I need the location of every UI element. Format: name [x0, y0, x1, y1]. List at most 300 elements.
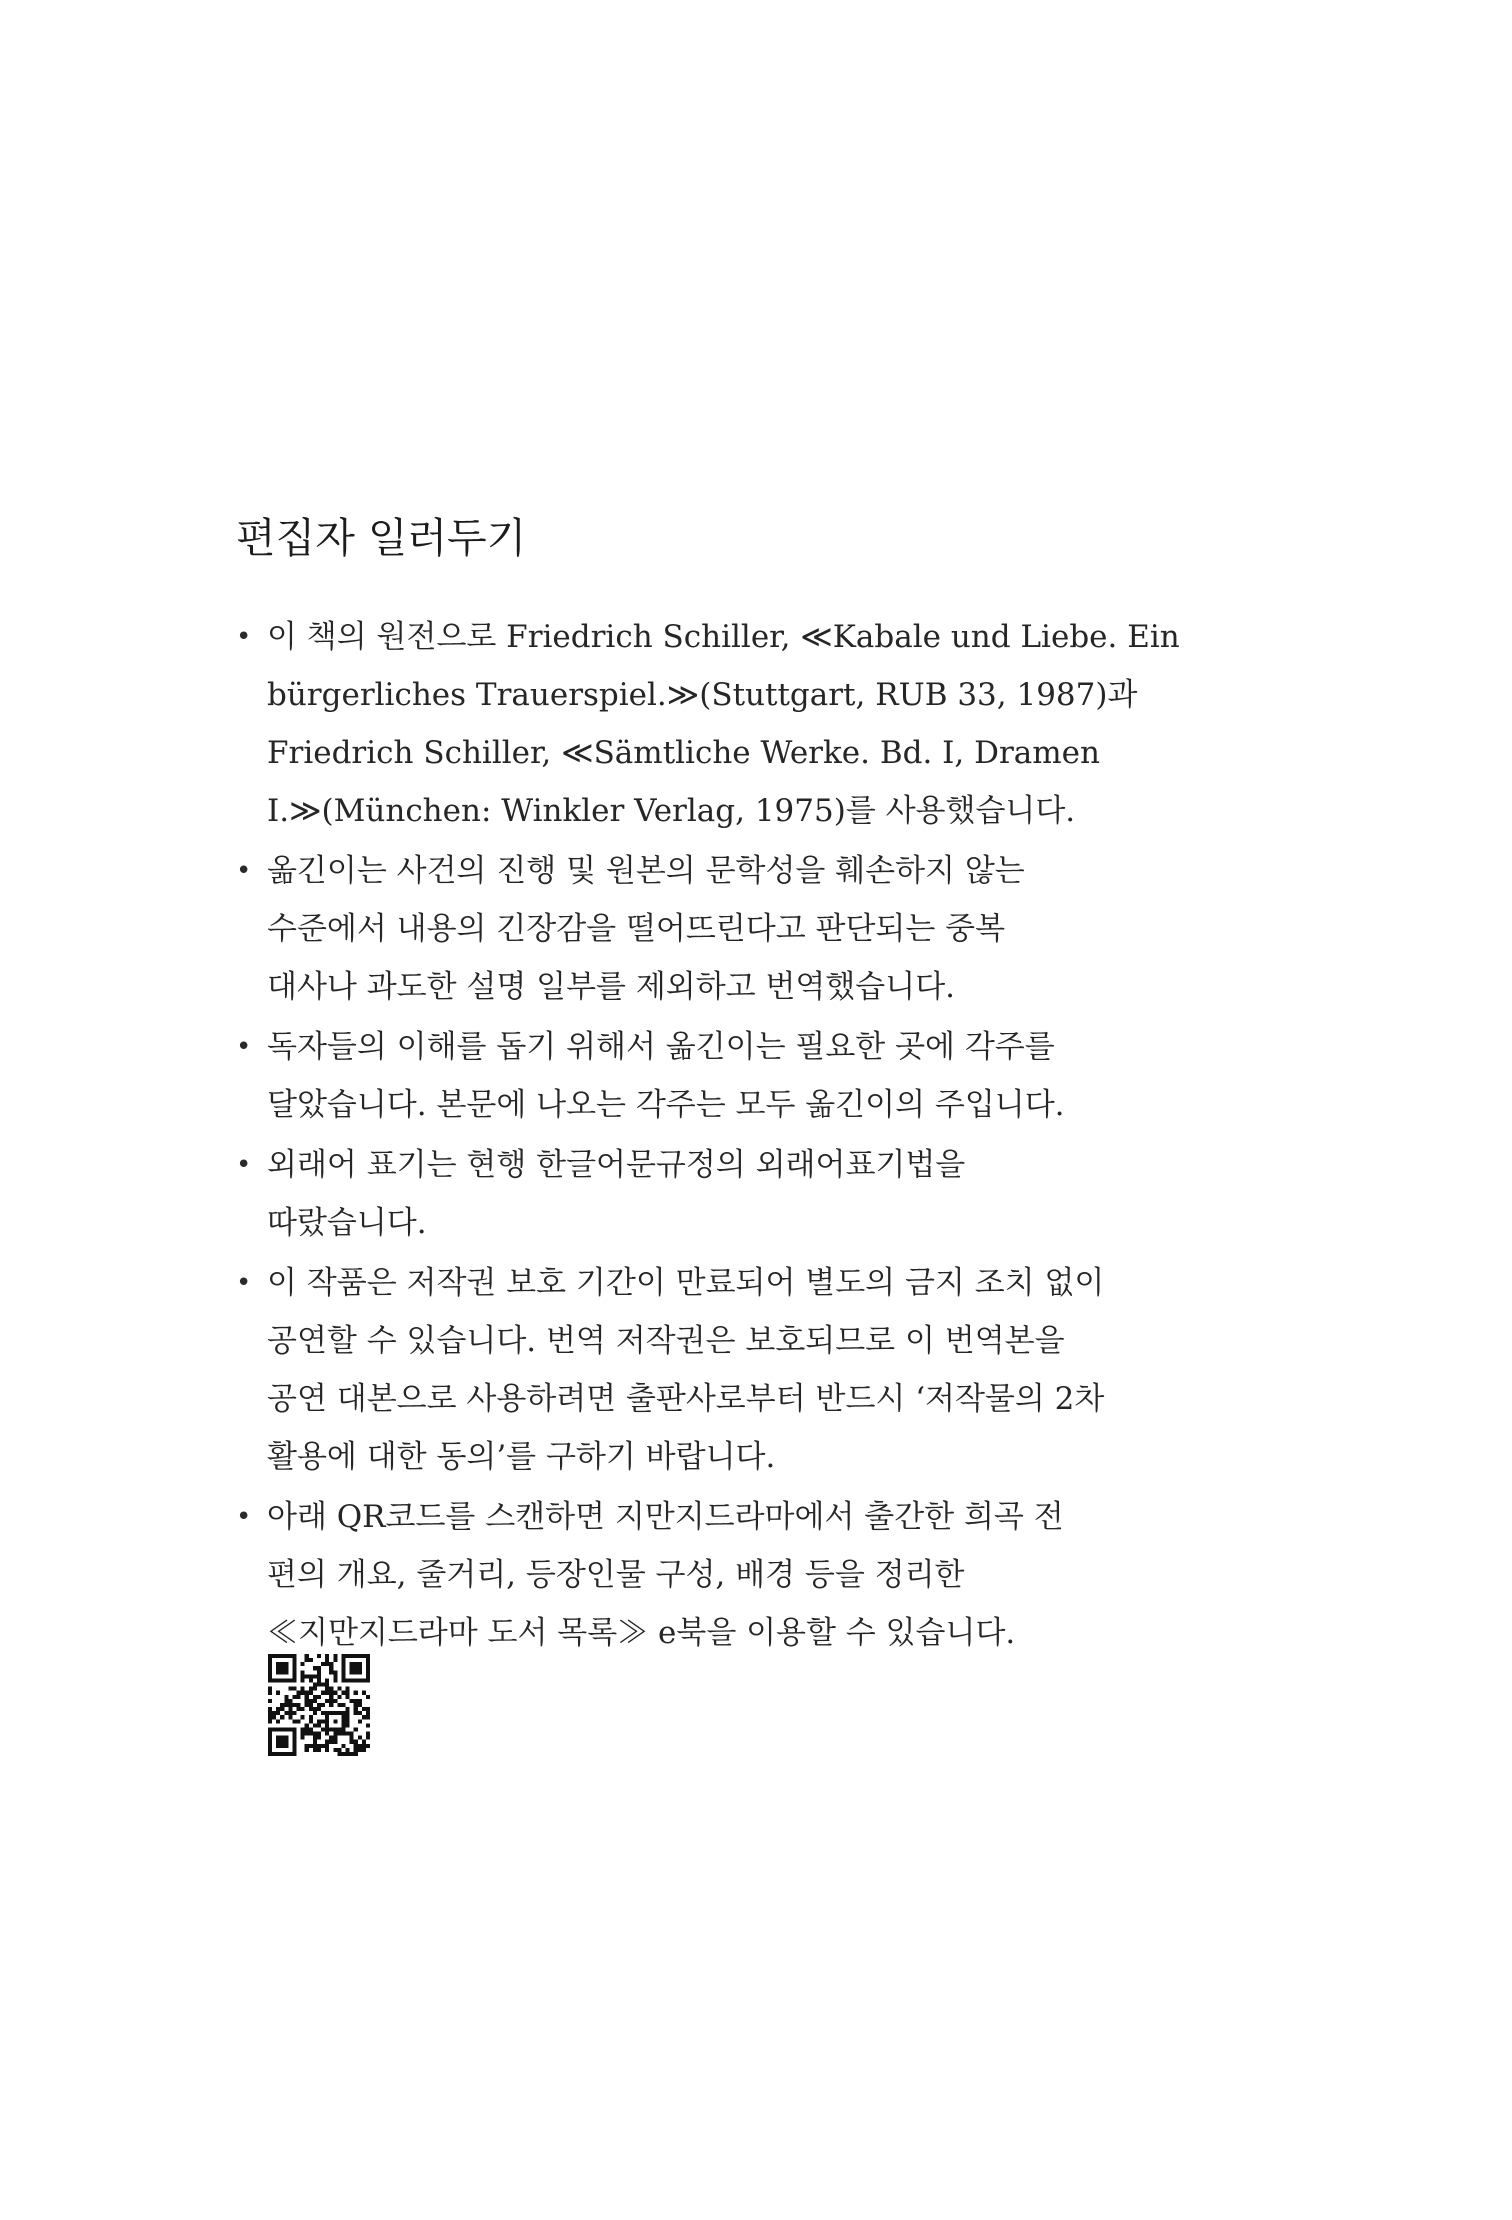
qr-module	[276, 1740, 280, 1744]
qr-module	[354, 1699, 358, 1703]
qr-module	[317, 1670, 321, 1674]
qr-module	[325, 1687, 329, 1691]
qr-module	[333, 1748, 337, 1752]
qr-module	[317, 1744, 321, 1748]
qr-module	[276, 1662, 280, 1666]
qr-module	[272, 1752, 276, 1756]
qr-module	[337, 1727, 341, 1731]
qr-module	[301, 1674, 305, 1678]
qr-module	[268, 1719, 272, 1723]
text-line: 편의 개요, 줄거리, 등장인물 구성, 배경 등을 정리한	[267, 1557, 965, 1593]
qr-module	[341, 1662, 345, 1666]
qr-module	[272, 1715, 276, 1719]
qr-module	[305, 1654, 309, 1658]
qr-module	[268, 1674, 272, 1678]
qr-module	[313, 1674, 317, 1678]
qr-module	[292, 1752, 296, 1756]
qr-module	[292, 1744, 296, 1748]
qr-module	[268, 1744, 272, 1748]
qr-module	[354, 1654, 358, 1658]
qr-module	[333, 1732, 337, 1736]
qr-module	[346, 1748, 350, 1752]
qr-module	[354, 1748, 358, 1752]
qr-module	[350, 1740, 354, 1744]
qr-module	[366, 1674, 370, 1678]
qr-module	[288, 1707, 292, 1711]
qr-module	[309, 1678, 313, 1682]
qr-module	[333, 1699, 337, 1703]
qr-module	[288, 1699, 292, 1703]
qr-module	[292, 1732, 296, 1736]
qr-module	[317, 1723, 321, 1727]
qr-module	[280, 1752, 284, 1756]
qr-module	[337, 1695, 341, 1699]
qr-module	[268, 1662, 272, 1666]
qr-module	[329, 1687, 333, 1691]
qr-module	[354, 1666, 358, 1670]
qr-module	[268, 1658, 272, 1662]
qr-module	[272, 1678, 276, 1682]
qr-module	[325, 1732, 329, 1736]
qr-module	[358, 1662, 362, 1666]
qr-module	[366, 1732, 370, 1736]
qr-module	[341, 1711, 345, 1715]
page-title: 편집자 일러두기	[236, 514, 527, 562]
text-line: 달았습니다. 본문에 나오는 각주는 모두 옮긴이의 주입니다.	[267, 1087, 1065, 1123]
text-line: 이 작품은 저작권 보호 기간이 만료되어 별도의 금지 조치 없이	[267, 1265, 1105, 1301]
qr-module	[333, 1654, 337, 1658]
qr-module	[358, 1670, 362, 1674]
qr-module	[313, 1736, 317, 1740]
qr-module	[268, 1752, 272, 1756]
qr-module	[309, 1674, 313, 1678]
qr-module	[284, 1727, 288, 1731]
text-line: ≪지만지드라마 도서 목록≫ e북을 이용할 수 있습니다.	[267, 1615, 1016, 1651]
qr-module	[301, 1727, 305, 1731]
qr-module	[321, 1691, 325, 1695]
qr-module	[358, 1719, 362, 1723]
qr-module	[272, 1727, 276, 1731]
qr-module	[329, 1699, 333, 1703]
qr-module	[366, 1678, 370, 1682]
qr-module	[341, 1744, 345, 1748]
qr-module	[292, 1736, 296, 1740]
text-line: I.≫(München: Winkler Verlag, 1975)를 사용했습니다.	[267, 793, 1076, 829]
qr-module	[284, 1670, 288, 1674]
qr-module	[350, 1736, 354, 1740]
qr-module	[333, 1678, 337, 1682]
qr-module	[268, 1699, 272, 1703]
qr-module	[321, 1744, 325, 1748]
qr-module	[329, 1670, 333, 1674]
qr-module	[284, 1736, 288, 1740]
qr-module	[268, 1707, 272, 1711]
qr-module	[268, 1740, 272, 1744]
qr-module	[301, 1670, 305, 1674]
qr-module	[366, 1707, 370, 1711]
qr-module	[313, 1687, 317, 1691]
qr-module	[313, 1707, 317, 1711]
text-line: 이 책의 원전으로 Friedrich Schiller, ≪Kabale und Liebe. Ein	[267, 619, 1180, 655]
qr-module	[354, 1744, 358, 1748]
qr-module	[325, 1691, 329, 1695]
qr-module	[362, 1654, 366, 1658]
list-item	[236, 1254, 1256, 1486]
qr-module	[280, 1740, 284, 1744]
qr-module	[276, 1736, 280, 1740]
qr-module	[362, 1744, 366, 1748]
qr-module	[288, 1687, 292, 1691]
list-item-text	[267, 1488, 1256, 1662]
qr-module	[268, 1715, 272, 1719]
qr-module	[268, 1654, 272, 1658]
qr-module	[358, 1711, 362, 1715]
qr-module	[268, 1748, 272, 1752]
qr-module	[292, 1670, 296, 1674]
qr-module	[305, 1732, 309, 1736]
qr-module	[292, 1666, 296, 1670]
qr-module	[346, 1654, 350, 1658]
qr-module	[276, 1670, 280, 1674]
qr-module	[366, 1715, 370, 1719]
editor-notes	[236, 510, 1256, 1664]
text-line: 수준에서 내용의 긴장감을 떨어뜨린다고 판단되는 중복	[267, 911, 1006, 947]
qr-module	[305, 1723, 309, 1727]
qr-module	[288, 1654, 292, 1658]
qr-module	[313, 1666, 317, 1670]
qr-module	[284, 1662, 288, 1666]
qr-module	[366, 1723, 370, 1727]
qr-module	[362, 1715, 366, 1719]
qr-module	[276, 1711, 280, 1715]
qr-module	[341, 1691, 345, 1695]
text-line: 아래 QR코드를 스캔하면 지만지드라마에서 출간한 희곡 전	[267, 1499, 1064, 1535]
qr-module	[301, 1691, 305, 1695]
qr-module	[309, 1732, 313, 1736]
bullet-icon: •	[236, 1268, 252, 1298]
qr-module	[317, 1695, 321, 1699]
qr-module	[292, 1678, 296, 1682]
qr-module	[305, 1703, 309, 1707]
qr-module	[292, 1719, 296, 1723]
qr-module	[292, 1703, 296, 1707]
bullet-icon: •	[236, 1032, 252, 1062]
qr-module	[346, 1695, 350, 1699]
qr-module	[317, 1736, 321, 1740]
qr-module	[341, 1715, 345, 1719]
qr-module	[268, 1670, 272, 1674]
qr-module	[309, 1687, 313, 1691]
list-item	[236, 1488, 1256, 1662]
qr-module	[297, 1695, 301, 1699]
qr-module	[309, 1744, 313, 1748]
qr-module	[280, 1744, 284, 1748]
qr-module	[276, 1666, 280, 1670]
qr-module	[346, 1732, 350, 1736]
qr-module	[288, 1703, 292, 1707]
qr-module	[358, 1736, 362, 1740]
qr-module	[366, 1711, 370, 1715]
list-item	[236, 1018, 1256, 1134]
qr-module	[321, 1711, 325, 1715]
qr-module	[305, 1744, 309, 1748]
qr-code-graphic	[268, 1654, 370, 1756]
qr-module	[301, 1707, 305, 1711]
qr-module	[354, 1662, 358, 1666]
qr-module	[305, 1748, 309, 1752]
qr-module	[366, 1695, 370, 1699]
qr-module	[366, 1666, 370, 1670]
qr-module	[358, 1748, 362, 1752]
list-item	[236, 842, 1256, 1016]
qr-module	[309, 1658, 313, 1662]
qr-module	[288, 1711, 292, 1715]
qr-module	[329, 1740, 333, 1744]
qr-module	[329, 1666, 333, 1670]
qr-module	[329, 1711, 333, 1715]
qr-module	[292, 1695, 296, 1699]
bullet-icon: •	[236, 856, 252, 886]
qr-module	[292, 1662, 296, 1666]
qr-module	[354, 1670, 358, 1674]
qr-module	[268, 1691, 272, 1695]
qr-module	[272, 1654, 276, 1658]
qr-module	[325, 1658, 329, 1662]
qr-module	[325, 1711, 329, 1715]
qr-module	[333, 1727, 337, 1731]
qr-module	[301, 1687, 305, 1691]
qr-module	[354, 1711, 358, 1715]
qr-module	[280, 1707, 284, 1711]
qr-module	[309, 1719, 313, 1723]
qr-module	[333, 1719, 337, 1723]
qr-module	[276, 1719, 280, 1723]
qr-module	[362, 1740, 366, 1744]
bullet-icon: •	[236, 622, 252, 652]
qr-module	[325, 1683, 329, 1687]
qr-module	[284, 1695, 288, 1699]
qr-module	[272, 1711, 276, 1715]
qr-module	[309, 1699, 313, 1703]
qr-module	[317, 1748, 321, 1752]
text-line: Friedrich Schiller, ≪Sämtliche Werke. Bd. I, Dramen	[267, 735, 1100, 771]
qr-module	[321, 1719, 325, 1723]
text-line: 옮긴이는 사건의 진행 및 원본의 문학성을 훼손하지 않는	[267, 853, 1025, 889]
qr-module	[292, 1727, 296, 1731]
qr-module	[337, 1748, 341, 1752]
qr-module	[346, 1687, 350, 1691]
qr-module	[325, 1678, 329, 1682]
qr-module	[366, 1662, 370, 1666]
qr-module	[325, 1715, 329, 1719]
qr-module	[276, 1654, 280, 1658]
qr-module	[325, 1662, 329, 1666]
qr-module	[366, 1736, 370, 1740]
qr-module	[280, 1736, 284, 1740]
qr-module	[297, 1707, 301, 1711]
qr-module	[313, 1699, 317, 1703]
qr-module	[292, 1687, 296, 1691]
qr-module	[329, 1691, 333, 1695]
qr-module	[350, 1699, 354, 1703]
qr-module	[276, 1727, 280, 1731]
qr-module	[292, 1654, 296, 1658]
qr-module	[354, 1752, 358, 1756]
qr-module	[305, 1674, 309, 1678]
qr-module	[341, 1670, 345, 1674]
qr-module	[284, 1740, 288, 1744]
qr-module	[333, 1740, 337, 1744]
qr-module	[337, 1687, 341, 1691]
qr-module	[301, 1715, 305, 1719]
qr-module	[313, 1744, 317, 1748]
list-item-text	[267, 1254, 1256, 1486]
qr-module	[354, 1691, 358, 1695]
qr-module	[358, 1666, 362, 1670]
qr-module	[321, 1703, 325, 1707]
qr-module	[284, 1711, 288, 1715]
qr-module	[292, 1740, 296, 1744]
qr-module	[341, 1658, 345, 1662]
qr-module	[325, 1748, 329, 1752]
list-item	[236, 1136, 1256, 1252]
text-line: 공연 대본으로 사용하려면 출판사로부터 반드시 ‘저작물의 2차	[267, 1381, 1105, 1417]
qr-module	[284, 1752, 288, 1756]
text-line: 외래어 표기는 현행 한글어문규정의 외래어표기법을	[267, 1147, 966, 1183]
notes-list	[236, 608, 1256, 1662]
qr-module	[284, 1666, 288, 1670]
qr-module	[341, 1674, 345, 1678]
qr-module	[292, 1711, 296, 1715]
list-item-text	[267, 1018, 1256, 1134]
qr-module	[325, 1723, 329, 1727]
qr-module	[313, 1732, 317, 1736]
qr-module	[350, 1732, 354, 1736]
qr-module	[350, 1670, 354, 1674]
qr-module	[333, 1674, 337, 1678]
qr-module	[280, 1727, 284, 1731]
bullet-icon: •	[236, 1502, 252, 1532]
qr-module	[366, 1744, 370, 1748]
qr-module	[309, 1715, 313, 1719]
qr-module	[321, 1683, 325, 1687]
qr-module	[341, 1752, 345, 1756]
qr-module	[313, 1711, 317, 1715]
qr-module	[313, 1748, 317, 1752]
qr-module	[354, 1740, 358, 1744]
qr-module	[325, 1699, 329, 1703]
qr-code-icon[interactable]	[268, 1654, 370, 1756]
qr-module	[362, 1691, 366, 1695]
qr-module	[317, 1666, 321, 1670]
qr-module	[284, 1744, 288, 1748]
qr-module	[333, 1711, 337, 1715]
qr-module	[321, 1727, 325, 1731]
qr-module	[268, 1727, 272, 1731]
qr-module	[350, 1678, 354, 1682]
qr-module	[350, 1662, 354, 1666]
qr-module	[346, 1752, 350, 1756]
qr-module	[358, 1703, 362, 1707]
qr-module	[284, 1678, 288, 1682]
qr-module	[317, 1674, 321, 1678]
qr-module	[280, 1703, 284, 1707]
qr-module	[276, 1691, 280, 1695]
qr-module	[346, 1719, 350, 1723]
qr-module	[297, 1719, 301, 1723]
qr-module	[346, 1711, 350, 1715]
qr-module	[362, 1748, 366, 1752]
qr-module	[329, 1736, 333, 1740]
qr-module	[317, 1732, 321, 1736]
qr-module	[292, 1674, 296, 1678]
qr-module	[325, 1727, 329, 1731]
qr-module	[297, 1691, 301, 1695]
list-item-text	[267, 842, 1256, 1016]
qr-module	[280, 1654, 284, 1658]
qr-module	[333, 1736, 337, 1740]
qr-module	[337, 1711, 341, 1715]
qr-module	[317, 1654, 321, 1658]
qr-module	[268, 1732, 272, 1736]
qr-module	[280, 1715, 284, 1719]
text-line: 공연할 수 있습니다. 번역 저작권은 보호되므로 이 번역본을	[267, 1323, 1065, 1359]
list-item	[236, 608, 1256, 840]
qr-module	[362, 1707, 366, 1711]
qr-module	[341, 1727, 345, 1731]
qr-module	[325, 1744, 329, 1748]
qr-module	[268, 1678, 272, 1682]
qr-module	[268, 1687, 272, 1691]
qr-module	[337, 1732, 341, 1736]
qr-module	[301, 1678, 305, 1682]
qr-module	[280, 1666, 284, 1670]
qr-module	[288, 1752, 292, 1756]
qr-module	[284, 1703, 288, 1707]
qr-module	[313, 1695, 317, 1699]
qr-module	[280, 1678, 284, 1682]
qr-module	[317, 1707, 321, 1711]
qr-module	[341, 1719, 345, 1723]
qr-module	[305, 1695, 309, 1699]
qr-module	[333, 1670, 337, 1674]
qr-module	[288, 1715, 292, 1719]
qr-module	[358, 1678, 362, 1682]
qr-module	[346, 1691, 350, 1695]
qr-module	[350, 1752, 354, 1756]
qr-module	[325, 1719, 329, 1723]
qr-module	[309, 1703, 313, 1707]
qr-module	[350, 1666, 354, 1670]
qr-module	[284, 1699, 288, 1703]
qr-module	[354, 1727, 358, 1731]
qr-module	[276, 1752, 280, 1756]
qr-module	[346, 1723, 350, 1727]
qr-module	[358, 1699, 362, 1703]
text-line: 대사나 과도한 설명 일부를 제외하고 번역했습니다.	[267, 969, 955, 1005]
qr-module	[346, 1678, 350, 1682]
qr-module	[341, 1732, 345, 1736]
qr-module	[305, 1658, 309, 1662]
qr-module	[305, 1691, 309, 1695]
qr-module	[301, 1732, 305, 1736]
qr-module	[333, 1658, 337, 1662]
qr-module	[313, 1740, 317, 1744]
qr-module	[317, 1683, 321, 1687]
qr-module	[341, 1678, 345, 1682]
qr-module	[354, 1707, 358, 1711]
qr-module	[309, 1691, 313, 1695]
